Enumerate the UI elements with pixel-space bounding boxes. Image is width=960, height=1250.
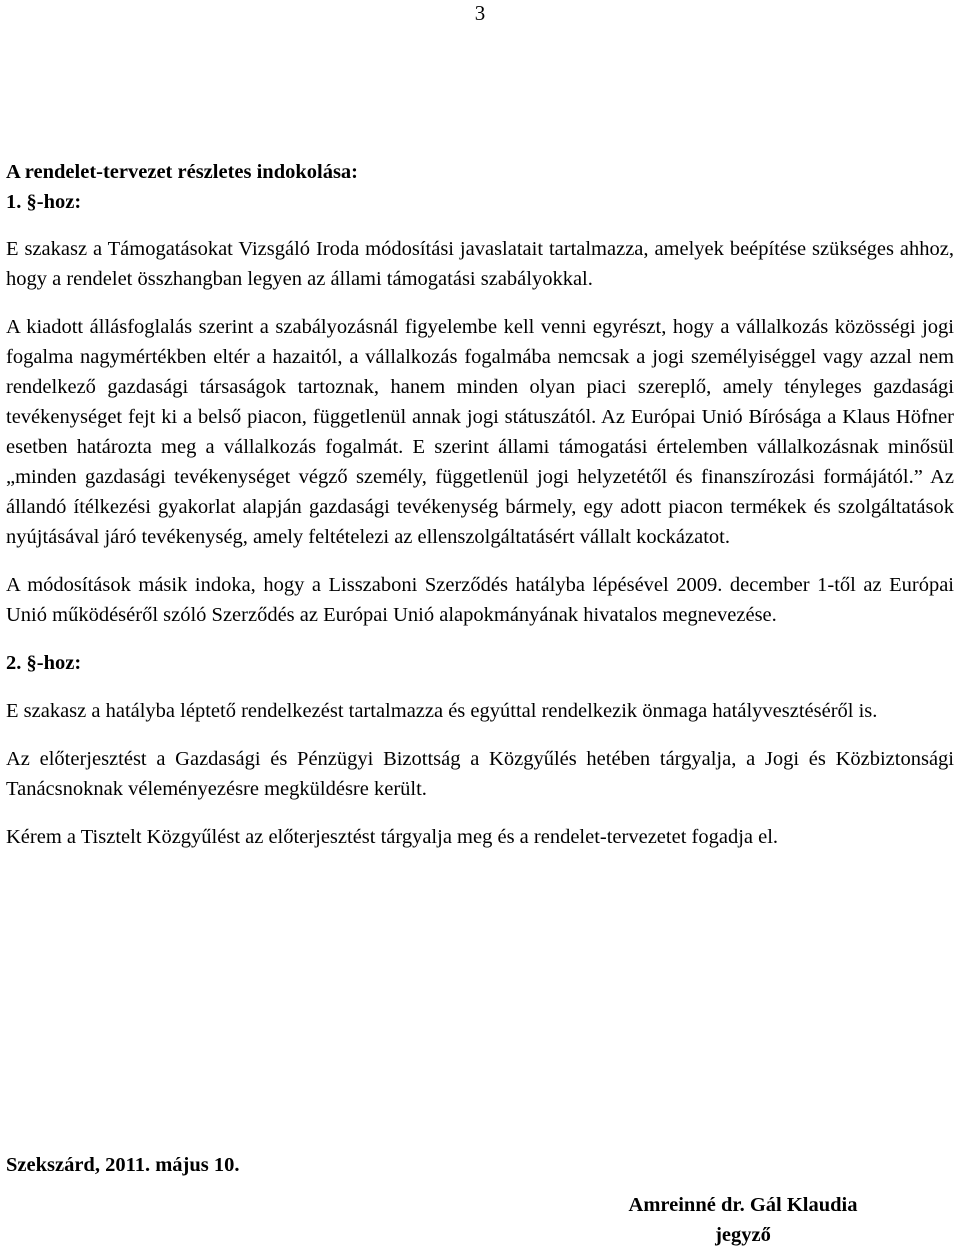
signatory-role: jegyző (715, 1224, 771, 1246)
section-2-heading: 2. §-hoz: (6, 652, 82, 674)
section-1-heading: 1. §-hoz: (6, 191, 82, 213)
document-body (6, 157, 954, 852)
document-title: A rendelet-tervezet részletes indokolása: (6, 161, 358, 183)
signature-block (598, 1190, 888, 1250)
section-1-paragraph-1: E szakasz a Támogatásokat Vizsgáló Iroda módosítási javaslatait tartalmazza, amelyek beépítése szükséges ahhoz, hogy a rendelet összhangban legyen az állami támogatási szabályokkal. (6, 238, 954, 290)
page-number: 3 (474, 1, 486, 25)
closing-paragraph-1: Az előterjesztést a Gazdasági és Pénzügyi Bizottság a Közgyűlés hetében tárgyalja, a Jogi és Közbiztonsági Tanácsnoknak véleményezésre megküldésre került. (6, 748, 954, 800)
section-1-paragraph-3: A módosítások másik indoka, hogy a Lisszaboni Szerződés hatályba lépésével 2009. december 1-től az Európai Unió működéséről szóló Szerződés az Európai Unió alapokmányának hivatalos megnevezése. (6, 574, 954, 626)
section-1-paragraph-2: A kiadott állásfoglalás szerint a szabályozásnál figyelembe kell venni egyrészt, hogy a vállalkozás közösségi jogi fogalma nagymértékben eltér a hazaitól, a vállalkozás fogalmába nemcsak a jogi személyiséggel vagy azzal nem rendelkező gazdasági társaságok tartoznak, hanem minden olyan piaci szereplő, amely tényleges gazdasági tevékenységet fejt ki a belső piacon, függetlenül annak jogi státuszától. Az Európai Unió Bírósága a Klaus Höfner esetben határozta meg a vállalkozás fogalmát. E szerint állami támogatási értelemben vállalkozásnak minősül „minden gazdasági tevékenységet végző személy, függetlenül jogi helyzetétől és finanszírozási formájától.” Az állandó ítélkezési gyakorlat alapján gazdasági tevékenység bármely, egy adott piacon termékek és szolgáltatások nyújtásával járó tevékenység, amely feltételezi az ellenszolgáltatásért vállalt kockázatot. (6, 316, 954, 548)
section-2-paragraph-1: E szakasz a hatályba léptető rendelkezést tartalmazza és egyúttal rendelkezik önmaga hatályvesztéséről is. (6, 700, 878, 722)
signatory-name: Amreinné dr. Gál Klaudia (628, 1194, 858, 1216)
closing-paragraph-2: Kérem a Tisztelt Közgyűlést az előterjesztést tárgyalja meg és a rendelet-tervezetet fogadja el. (6, 826, 779, 848)
place-and-date: Szekszárd, 2011. május 10. (6, 1154, 240, 1176)
